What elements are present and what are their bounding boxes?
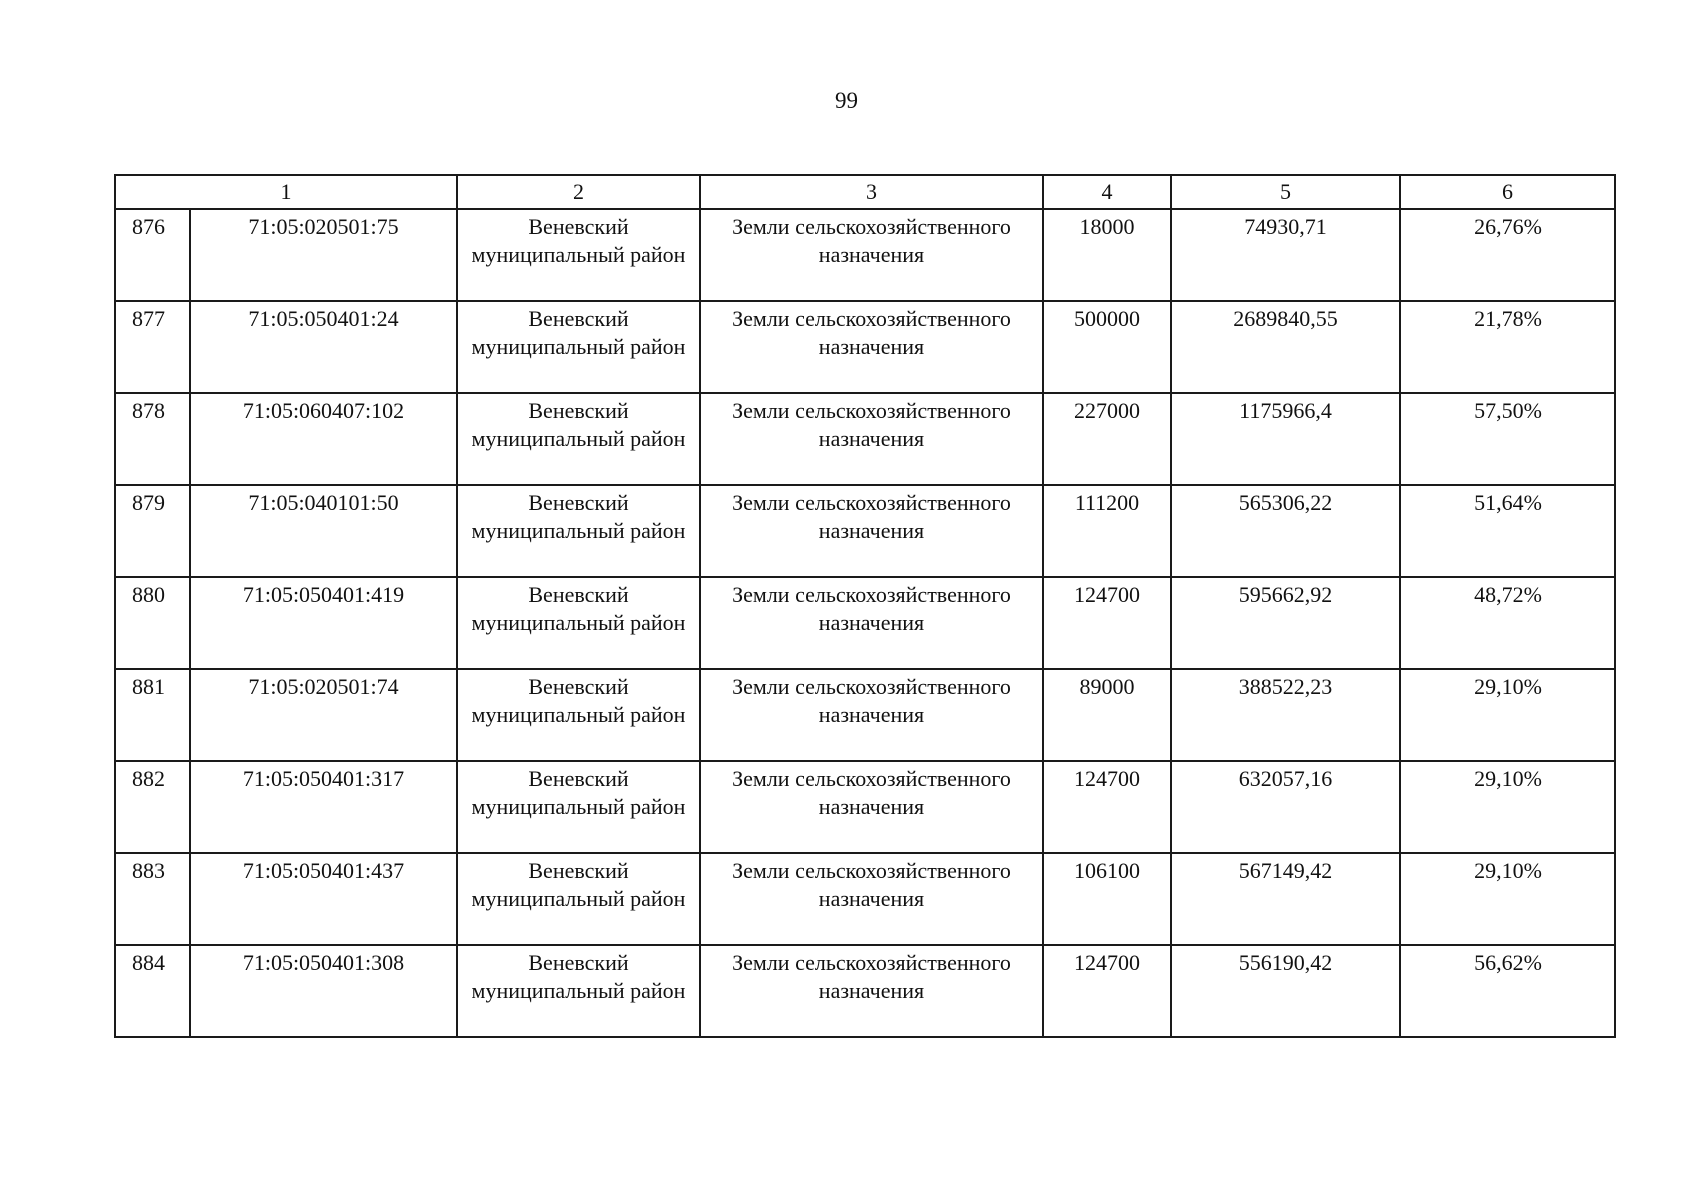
percent-value: 29,10% [1400,761,1615,853]
cadastral-value: 632057,16 [1171,761,1400,853]
cadastral-number: 71:05:040101:50 [190,485,457,577]
row-number: 883 [115,853,190,945]
cadastral-value: 565306,22 [1171,485,1400,577]
district-name: Веневский муниципальный район [457,393,700,485]
cadastral-number: 71:05:020501:75 [190,209,457,301]
land-category: Земли сельскохозяйственного назначения [700,577,1043,669]
table-row [115,485,1615,577]
table-row [115,853,1615,945]
cadastral-number: 71:05:050401:24 [190,301,457,393]
percent-value: 29,10% [1400,669,1615,761]
row-number: 877 [115,301,190,393]
cadastral-value: 595662,92 [1171,577,1400,669]
table-row [115,301,1615,393]
column-header-5: 5 [1171,175,1400,209]
row-number: 882 [115,761,190,853]
cadastral-value: 388522,23 [1171,669,1400,761]
land-category: Земли сельскохозяйственного назначения [700,485,1043,577]
area-value: 124700 [1043,945,1171,1037]
row-number: 878 [115,393,190,485]
table-row [115,577,1615,669]
column-header-4: 4 [1043,175,1171,209]
table-row [115,669,1615,761]
column-header-2: 2 [457,175,700,209]
land-category: Земли сельскохозяйственного назначения [700,209,1043,301]
land-category: Земли сельскохозяйственного назначения [700,945,1043,1037]
row-number: 881 [115,669,190,761]
column-header-6: 6 [1400,175,1615,209]
area-value: 106100 [1043,853,1171,945]
cadastral-number: 71:05:060407:102 [190,393,457,485]
percent-value: 26,76% [1400,209,1615,301]
area-value: 124700 [1043,761,1171,853]
area-value: 111200 [1043,485,1171,577]
cadastral-value: 556190,42 [1171,945,1400,1037]
land-category: Земли сельскохозяйственного назначения [700,393,1043,485]
percent-value: 57,50% [1400,393,1615,485]
percent-value: 21,78% [1400,301,1615,393]
row-number: 884 [115,945,190,1037]
area-value: 124700 [1043,577,1171,669]
land-category: Земли сельскохозяйственного назначения [700,669,1043,761]
column-header-1: 1 [115,175,457,209]
cadastral-number: 71:05:050401:308 [190,945,457,1037]
cadastral-number: 71:05:020501:74 [190,669,457,761]
percent-value: 56,62% [1400,945,1615,1037]
district-name: Веневский муниципальный район [457,209,700,301]
percent-value: 29,10% [1400,853,1615,945]
cadastral-value: 1175966,4 [1171,393,1400,485]
land-category: Земли сельскохозяйственного назначения [700,761,1043,853]
district-name: Веневский муниципальный район [457,761,700,853]
page-number: 99 [835,88,858,113]
district-name: Веневский муниципальный район [457,945,700,1037]
table-row [115,761,1615,853]
land-parcel-table [114,174,1616,1038]
cadastral-value: 74930,71 [1171,209,1400,301]
district-name: Веневский муниципальный район [457,669,700,761]
percent-value: 51,64% [1400,485,1615,577]
area-value: 227000 [1043,393,1171,485]
cadastral-number: 71:05:050401:437 [190,853,457,945]
area-value: 89000 [1043,669,1171,761]
row-number: 876 [115,209,190,301]
cadastral-number: 71:05:050401:419 [190,577,457,669]
row-number: 879 [115,485,190,577]
area-value: 500000 [1043,301,1171,393]
cadastral-number: 71:05:050401:317 [190,761,457,853]
district-name: Веневский муниципальный район [457,485,700,577]
table-header-row [115,175,1615,209]
district-name: Веневский муниципальный район [457,853,700,945]
table-row [115,393,1615,485]
row-number: 880 [115,577,190,669]
column-header-3: 3 [700,175,1043,209]
table-row [115,945,1615,1037]
cadastral-value: 567149,42 [1171,853,1400,945]
district-name: Веневский муниципальный район [457,577,700,669]
district-name: Веневский муниципальный район [457,301,700,393]
table-row [115,209,1615,301]
land-category: Земли сельскохозяйственного назначения [700,853,1043,945]
cadastral-value: 2689840,55 [1171,301,1400,393]
percent-value: 48,72% [1400,577,1615,669]
area-value: 18000 [1043,209,1171,301]
land-category: Земли сельскохозяйственного назначения [700,301,1043,393]
